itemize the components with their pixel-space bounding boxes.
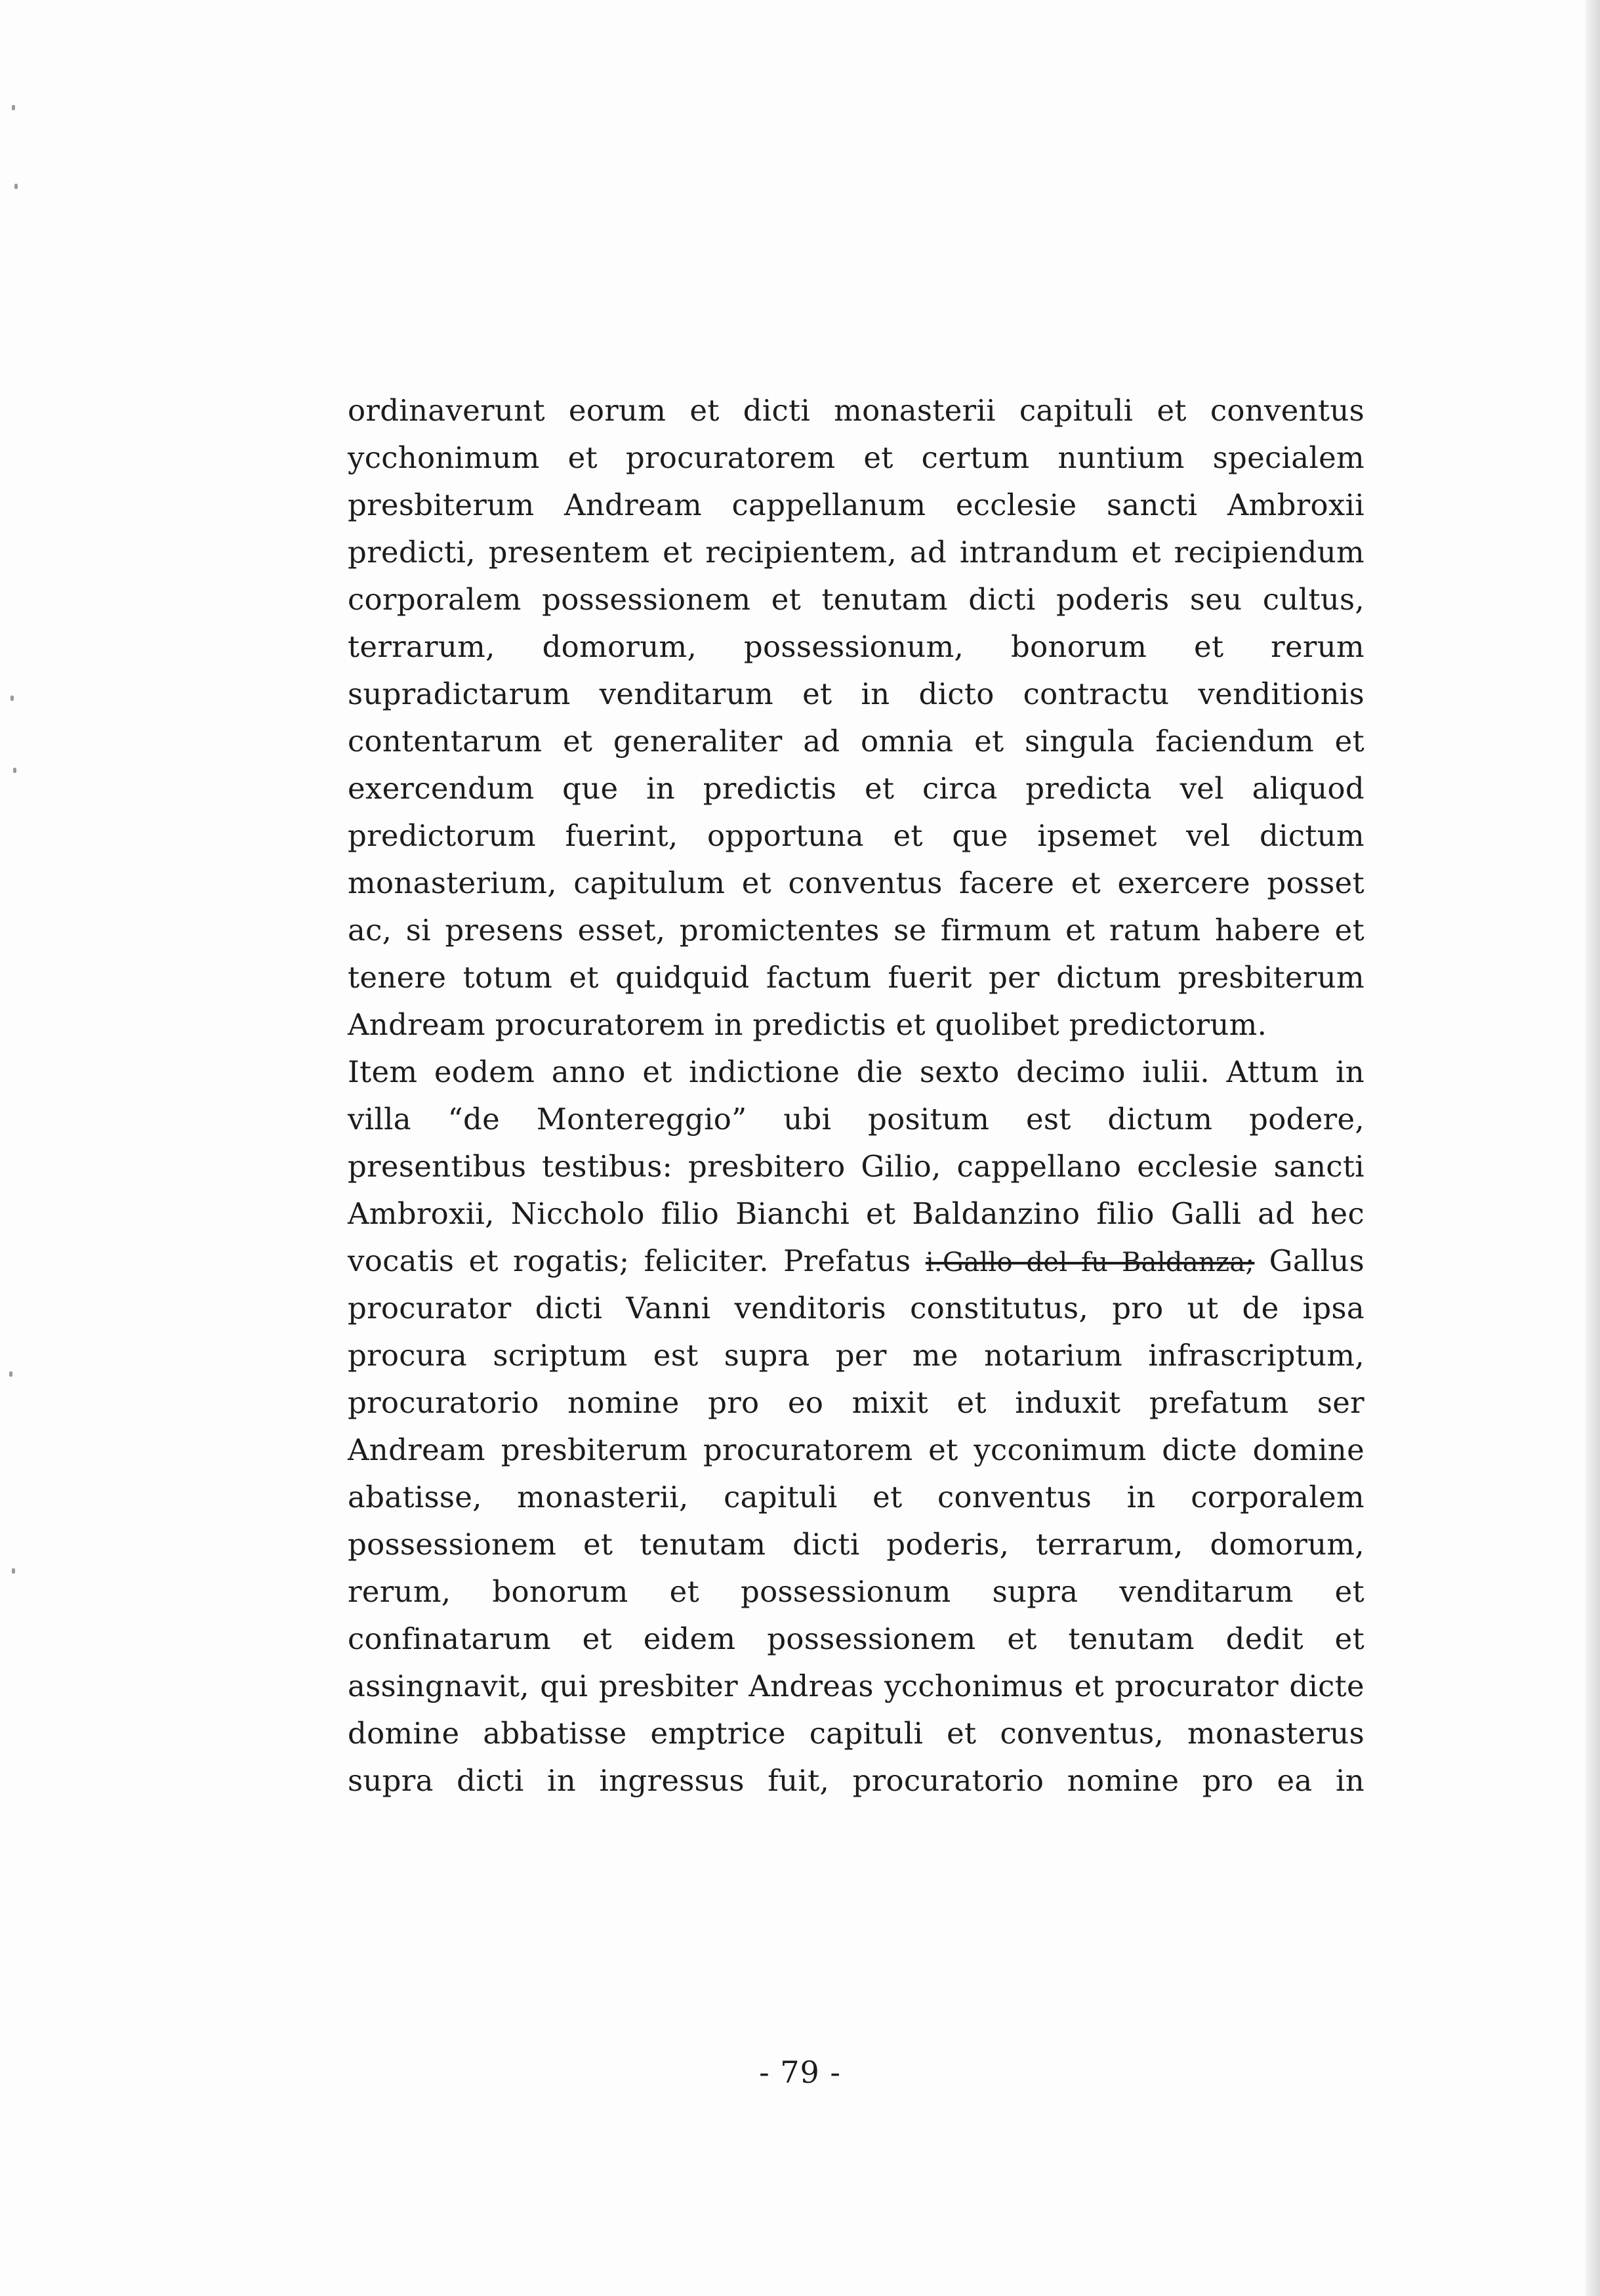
- text-line: contentarum et generaliter ad omnia et singula faciendum et: [348, 724, 1364, 759]
- text-segment: Gallus: [1269, 1243, 1365, 1278]
- text-line: assingnavit, qui presbiter Andreas ycchonimus et procurator dicte: [348, 1669, 1364, 1703]
- scan-speck: [12, 105, 15, 110]
- text-line: domine abbatisse emptrice capituli et conventus, monasterus: [348, 1716, 1364, 1751]
- text-line: predictorum fuerint, opportuna et que ipsemet vel dictum: [348, 818, 1364, 853]
- text-line: ordinaverunt eorum et dicti monasterii capituli et conventus: [348, 393, 1364, 428]
- text-line: tenere totum et quidquid factum fuerit per dictum presbiterum: [348, 960, 1364, 995]
- text-line: Item eodem anno et indictione die sexto decimo iulii. Attum in: [348, 1054, 1364, 1089]
- text-line: exercendum que in predictis et circa predicta vel aliquod: [348, 771, 1364, 806]
- text-line: procura scriptum est supra per me notarium infrascriptum,: [348, 1338, 1364, 1373]
- text-line: predicti, presentem et recipientem, ad intrandum et recipiendum: [348, 535, 1364, 570]
- text-line: abatisse, monasterii, capituli et conventus in corporalem: [348, 1480, 1364, 1514]
- page-edge-shadow: [1586, 0, 1600, 2296]
- struck-text: i.Gallo del fu Baldanza;: [925, 1247, 1255, 1278]
- scan-speck: [12, 1568, 15, 1574]
- scan-speck: [13, 768, 16, 773]
- text-line: presbiterum Andream cappellanum ecclesie sancti Ambroxii: [348, 488, 1364, 522]
- page-number: - 79 -: [759, 2055, 841, 2090]
- text-segment: vocatis et rogatis; feliciter. Prefatus: [348, 1243, 911, 1278]
- scan-speck: [9, 1371, 12, 1377]
- text-line: Andream presbiterum procuratorem et ycconimum dicte domine: [348, 1432, 1364, 1467]
- text-line: procurator dicti Vanni venditoris constitutus, pro ut de ipsa: [348, 1291, 1364, 1325]
- body-text: [348, 387, 1364, 1805]
- text-line: Ambroxii, Niccholo filio Bianchi et Baldanzino filio Galli ad hec: [348, 1196, 1364, 1231]
- text-line: Andream procuratorem in predictis et quolibet predictorum.: [348, 1007, 1267, 1042]
- scan-speck: [14, 184, 18, 189]
- text-line: ac, si presens esset, promictentes se firmum et ratum habere et: [348, 913, 1364, 948]
- scan-speck: [10, 696, 14, 701]
- text-line: rerum, bonorum et possessionum supra venditarum et: [348, 1574, 1364, 1609]
- text-line: procuratorio nomine pro eo mixit et induxit prefatum ser: [348, 1385, 1364, 1420]
- text-line: monasterium, capitulum et conventus facere et exercere posset: [348, 866, 1364, 900]
- text-line-with-strikethrough: [348, 1238, 1364, 1285]
- text-line: possessionem et tenutam dicti poderis, terrarum, domorum,: [348, 1527, 1364, 1562]
- text-line: villa “de Montereggio” ubi positum est dictum podere,: [348, 1102, 1364, 1137]
- text-line: ycchonimum et procuratorem et certum nuntium specialem: [348, 440, 1364, 475]
- text-line: confinatarum et eidem possessionem et tenutam dedit et: [348, 1621, 1364, 1656]
- text-line: presentibus testibus: presbitero Gilio, cappellano ecclesie sancti: [348, 1149, 1364, 1184]
- text-line: terrarum, domorum, possessionum, bonorum et rerum: [348, 629, 1364, 664]
- text-line: corporalem possessionem et tenutam dicti poderis seu cultus,: [348, 582, 1364, 617]
- text-line: supra dicti in ingressus fuit, procuratorio nomine pro ea in: [348, 1763, 1364, 1798]
- text-line: supradictarum venditarum et in dicto contractu venditionis: [348, 677, 1364, 711]
